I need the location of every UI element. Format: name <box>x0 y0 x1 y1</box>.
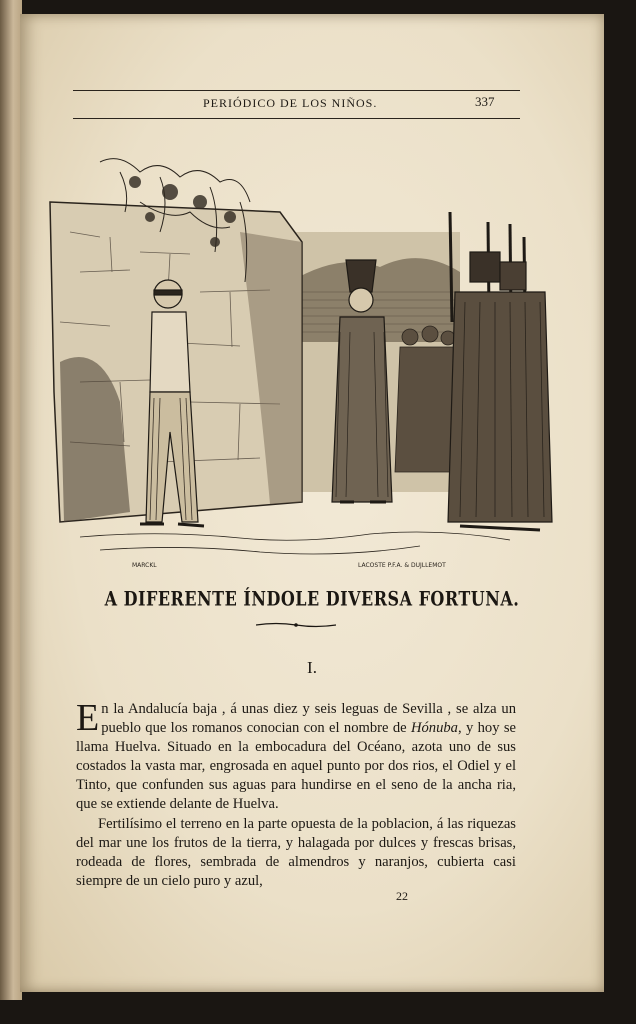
engraver-signature-right: LACOSTE P.F.A. & DUJLLEMOT <box>358 562 446 569</box>
article-body <box>76 697 516 891</box>
paragraph-1 <box>76 697 516 815</box>
title-ornament <box>256 620 336 630</box>
engraving-illustration <box>40 142 560 574</box>
paragraph-1-text-b: , y hoy se llama Huelva. Situado en la embocadura del Océano, azota uno de sus costados la vasta mar, engrosada en aquel punto por dos rios, el Odiel y el Tinto, que confunden sus aguas para hundirse en el seno de la ancha ria, que se extiende delante de Huelva. <box>76 720 516 813</box>
signature-mark: 22 <box>396 889 408 903</box>
paragraph-2: Fertilísimo el terreno en la parte opuesta de la poblacion, á las riquezas del mar une los frutos de la tierra, y halagada por dulces y frescas brisas, rodeada de flores, sembrada de almendros y naranjos, cubierta casi siempre de un cielo puro y azul, <box>76 815 516 889</box>
paragraph-1-text-a: n la Andalucía baja , á unas diez y seis leguas de Sevilla , se alza un pueblo que los romanos conocian con el nombre de <box>101 701 516 737</box>
drop-cap: E <box>76 697 100 739</box>
header-rule-top <box>73 90 520 91</box>
page-number: 337 <box>475 94 495 109</box>
book-page <box>20 14 604 992</box>
section-number: I. <box>307 658 317 677</box>
article-title: A DIFERENTE ÍNDOLE DIVERSA FORTUNA. <box>104 586 520 611</box>
engraver-signature-left: MARCKL <box>132 562 157 569</box>
header-rule-bottom <box>73 118 520 119</box>
running-title: PERIÓDICO DE LOS NIÑOS. <box>203 96 378 110</box>
left-page-edge <box>0 0 22 1000</box>
paragraph-1-italic: Hónuba <box>410 720 458 737</box>
